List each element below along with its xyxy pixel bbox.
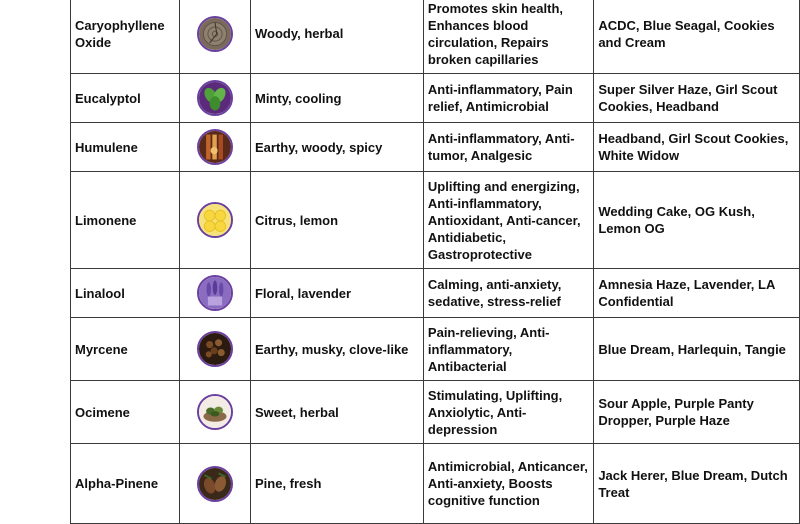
strains-cell: ACDC, Blue Seagal, Cookies and Cream	[594, 0, 800, 74]
terpene-name: Caryophyllene Oxide	[71, 0, 180, 74]
aroma-cell: Woody, herbal	[250, 0, 423, 74]
terpene-name: Eucalyptol	[71, 74, 180, 123]
effects-cell: Pain-relieving, Anti-inflammatory, Antibacterial	[423, 318, 593, 381]
pine-cones-icon	[197, 466, 233, 502]
aroma-cell: Citrus, lemon	[250, 172, 423, 269]
table-row	[71, 318, 800, 381]
table-row	[71, 123, 800, 172]
lavender-icon	[197, 275, 233, 311]
strains-cell: Headband, Girl Scout Cookies, White Widow	[594, 123, 800, 172]
terpene-name: Limonene	[71, 172, 180, 269]
wood-slice-icon	[197, 16, 233, 52]
terpene-name: Myrcene	[71, 318, 180, 381]
effects-cell: Antimicrobial, Anticancer, Anti-anxiety, Boosts cognitive function	[423, 444, 593, 524]
strains-cell: Sour Apple, Purple Panty Dropper, Purple Haze	[594, 381, 800, 444]
aroma-cell: Floral, lavender	[250, 269, 423, 318]
terpene-name: Linalool	[71, 269, 180, 318]
table-row	[71, 172, 800, 269]
effects-cell: Uplifting and energizing, Anti-inflammatory, Antioxidant, Anti-cancer, Antidiabetic, Gastroprotective	[423, 172, 593, 269]
lemon-slices-icon	[197, 202, 233, 238]
terpene-name: Humulene	[71, 123, 180, 172]
strains-cell: Amnesia Haze, Lavender, LA Confidential	[594, 269, 800, 318]
table-row	[71, 0, 800, 74]
cloves-icon	[197, 331, 233, 367]
hops-spices-icon	[197, 129, 233, 165]
terpene-name: Alpha-Pinene	[71, 444, 180, 524]
mint-leaves-icon	[197, 80, 233, 116]
table-row	[71, 269, 800, 318]
terpene-name: Ocimene	[71, 381, 180, 444]
aroma-cell: Earthy, musky, clove-like	[250, 318, 423, 381]
table-row	[71, 444, 800, 524]
effects-cell: Anti-inflammatory, Anti-tumor, Analgesic	[423, 123, 593, 172]
aroma-cell: Pine, fresh	[250, 444, 423, 524]
strains-cell: Wedding Cake, OG Kush, Lemon OG	[594, 172, 800, 269]
effects-cell: Stimulating, Uplifting, Anxiolytic, Anti-depression	[423, 381, 593, 444]
strains-cell: Super Silver Haze, Girl Scout Cookies, Headband	[594, 74, 800, 123]
strains-cell: Jack Herer, Blue Dream, Dutch Treat	[594, 444, 800, 524]
table-row	[71, 381, 800, 444]
effects-cell: Promotes skin health, Enhances blood circulation, Repairs broken capillaries	[423, 0, 593, 74]
aroma-cell: Earthy, woody, spicy	[250, 123, 423, 172]
herbs-bowl-icon	[197, 394, 233, 430]
effects-cell: Calming, anti-anxiety, sedative, stress-relief	[423, 269, 593, 318]
aroma-cell: Sweet, herbal	[250, 381, 423, 444]
terpene-table	[70, 0, 800, 524]
strains-cell: Blue Dream, Harlequin, Tangie	[594, 318, 800, 381]
effects-cell: Anti-inflammatory, Pain relief, Antimicrobial	[423, 74, 593, 123]
table-row	[71, 74, 800, 123]
aroma-cell: Minty, cooling	[250, 74, 423, 123]
